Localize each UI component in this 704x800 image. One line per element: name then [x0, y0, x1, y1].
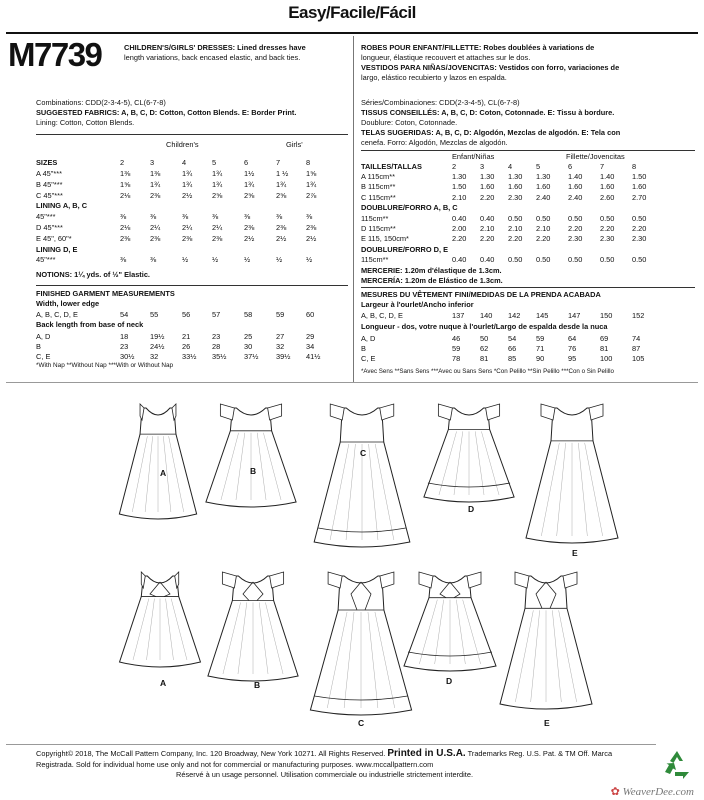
cell-value: 1¾: [150, 179, 161, 189]
right-description-1: ROBES POUR ENFANT/FILLETTE: Robes doublées à variations de: [361, 43, 595, 52]
back-view-e: [496, 568, 596, 730]
cell-value: 66: [508, 344, 517, 353]
cell-value: 0.40: [480, 213, 495, 223]
cell-value: 1¾: [182, 179, 193, 189]
row-label: A, D: [361, 334, 376, 343]
cell-value: 57: [212, 310, 221, 319]
right-finished-title: MESURES DU VÊTEMENT FINI/MEDIDAS DE LA PRENDA ACABADA: [361, 290, 601, 299]
cell-value: 147: [568, 311, 581, 320]
cell-value: 2¼: [150, 223, 161, 232]
cell-value: 21: [182, 332, 191, 341]
right-description-3: VESTIDOS PARA NIÑAS/JOVENCITAS: Vestidos con forro, variaciones de: [361, 63, 620, 72]
cell-value: ½: [212, 255, 219, 265]
cell-value: 0.50: [632, 255, 647, 265]
header-rule: [6, 32, 698, 34]
row-label: 115cm**: [361, 255, 389, 265]
cell-value: 1.60: [568, 182, 583, 192]
left-combinations: Combinations: CDD(2-3-4-5), CL(6-7-8): [36, 98, 166, 107]
cell-value: 1¾: [244, 179, 255, 189]
row-label: B 115cm**: [361, 182, 396, 192]
cell-value: 2.10: [452, 192, 467, 202]
cell-value: 69: [600, 334, 609, 343]
view-label: E: [572, 548, 578, 558]
pattern-header-title: Easy/Facile/Fácil: [288, 3, 416, 22]
cell-value: ½: [306, 255, 313, 265]
cell-value: 1.40: [600, 172, 615, 181]
cell-value: 37½: [244, 352, 259, 361]
back-length-title: Back length from base of neck: [36, 320, 144, 329]
cell-value: 4: [508, 162, 513, 171]
right-fabrics-2: Doublure: Coton, Cotonnade.: [361, 118, 458, 127]
row-label: A, B, C, D, E: [361, 311, 403, 320]
cell-value: 28: [212, 342, 221, 351]
view-label: E: [544, 718, 550, 728]
cell-value: 2.00: [452, 224, 467, 233]
row-label: C, E: [361, 354, 376, 363]
cell-value: 56: [182, 310, 191, 319]
dress-drawing: [522, 400, 622, 546]
sleeve-ruffle: [268, 404, 282, 420]
cell-value: 2⅜: [244, 223, 255, 232]
cell-value: 23: [120, 342, 129, 351]
cell-value: 145: [536, 311, 549, 320]
right-description-2: longueur, élastique recouvert et attaches sur le dos.: [361, 53, 531, 62]
left-fabrics-1: SUGGESTED FABRICS: A, B, C, D: Cotton, Cotton Blends. E: Border Print.: [36, 108, 297, 117]
right-merceria: MERCERÍA: 1.20m de Elástico de 1.3cm.: [361, 276, 503, 285]
front-view-a: [116, 400, 200, 480]
left-width-title: Width, lower edge: [36, 299, 100, 308]
cell-value: 6: [244, 158, 249, 167]
cell-value: 46: [452, 334, 461, 343]
cell-value: 0.40: [452, 255, 467, 265]
cell-value: 35½: [212, 352, 227, 361]
cell-value: 5: [212, 158, 217, 167]
recycle-icon: [660, 748, 694, 787]
sleeve-ruffle: [222, 572, 236, 588]
cell-value: 1⅝: [306, 169, 317, 178]
right-width-title: Largeur à l'ourlet/Ancho inferior: [361, 300, 474, 309]
cell-value: 60: [306, 310, 315, 319]
view-label: C: [358, 718, 365, 728]
row-label: E 115, 150cm*: [361, 234, 409, 244]
cell-value: 54: [508, 334, 517, 343]
row-label: 115cm**: [361, 213, 389, 223]
cell-value: 2.30: [632, 234, 647, 244]
cell-value: 76: [568, 344, 577, 353]
cell-value: 2⅜: [150, 190, 161, 200]
cell-value: 41½: [306, 352, 321, 361]
cell-value: 2½: [244, 233, 255, 243]
cell-value: 1.60: [480, 182, 495, 192]
cell-value: 26: [182, 342, 191, 351]
cell-value: 2.20: [480, 192, 495, 202]
cell-value: 81: [600, 344, 609, 353]
row-label: LINING A, B, C: [36, 201, 88, 211]
row-label: DOUBLURE/FORRO A, B, C: [361, 203, 458, 213]
cell-value: ⅜: [244, 212, 251, 222]
cell-value: 87: [632, 344, 641, 353]
cell-value: 140: [480, 311, 493, 320]
cell-value: 152: [632, 311, 645, 320]
cell-value: 1¾: [212, 169, 223, 178]
row-label: DOUBLURE/FORRO D, E: [361, 244, 449, 254]
cell-value: 1.30: [452, 172, 467, 181]
cell-value: 58: [244, 310, 253, 319]
cell-value: 0.50: [536, 213, 551, 223]
sleeve-ruffle: [330, 404, 344, 420]
cell-value: 18: [120, 332, 129, 341]
cell-value: 4: [182, 158, 187, 167]
left-group-girls: Girls': [286, 140, 303, 149]
cell-value: 142: [508, 311, 521, 320]
cell-value: 1.30: [536, 172, 551, 181]
dress-drawing: [116, 400, 200, 522]
cell-value: 105: [632, 354, 645, 363]
cell-value: 2¼: [182, 223, 193, 232]
watermark-logo-icon: ✿: [610, 786, 620, 798]
sleeve-ruffle: [220, 404, 234, 420]
row-label: D 115cm**: [361, 224, 396, 233]
cell-value: 2.20: [632, 224, 647, 233]
cell-value: 1.50: [632, 172, 647, 181]
row-label: A, B, C, D, E: [36, 310, 78, 319]
left-nap-legend: *With Nap **Without Nap ***With or Without Nap: [36, 362, 174, 369]
sleeve-ruffle: [380, 404, 394, 420]
cell-value: 1.30: [480, 172, 495, 181]
dress-drawing: [116, 568, 204, 670]
left-table-rule: [36, 134, 348, 135]
cell-value: 2⅝: [276, 190, 287, 200]
cell-value: 1 ½: [276, 169, 289, 178]
cell-value: 2½: [306, 233, 317, 243]
cell-value: 1.60: [508, 182, 523, 192]
row-label: B: [36, 342, 41, 351]
footer-copyright: [36, 749, 612, 759]
cell-value: 2⅜: [276, 223, 287, 232]
cell-value: 0.50: [536, 255, 551, 265]
cell-value: 59: [536, 334, 545, 343]
row-label: TAILLES/TALLAS: [361, 162, 422, 171]
sleeve-ruffle: [419, 572, 433, 588]
cell-value: ⅜: [212, 212, 219, 222]
cell-value: 1.60: [632, 182, 647, 192]
cell-value: 27: [276, 332, 285, 341]
cell-value: 2.60: [600, 192, 615, 202]
cell-value: 2.20: [536, 234, 551, 244]
cell-value: 0.50: [632, 213, 647, 223]
cell-value: 2.20: [508, 234, 523, 244]
cell-value: 7: [276, 158, 281, 167]
cell-value: 2: [452, 162, 457, 171]
cell-value: 100: [600, 354, 613, 363]
cell-value: 150: [600, 311, 613, 320]
cell-value: 34: [306, 342, 315, 351]
cell-value: 2.10: [536, 224, 551, 233]
cell-value: 32: [150, 352, 159, 361]
cell-value: ⅜: [276, 212, 283, 222]
cell-value: 1¾: [212, 179, 223, 189]
view-label: A: [160, 678, 167, 688]
cell-value: 0.40: [480, 255, 495, 265]
left-notions: NOTIONS: 1¼ yds. of ½" Elastic.: [36, 270, 150, 279]
right-description-4: largo, elástico recubierto y lazos en espalda.: [361, 73, 507, 82]
watermark-text: WeaverDee.com: [622, 786, 694, 798]
cell-value: 1.40: [568, 172, 583, 181]
row-label: C 45"***: [36, 190, 63, 200]
cell-value: 2⅜: [212, 233, 223, 243]
cell-value: 0.50: [508, 255, 523, 265]
row-label: E 45", 60"*: [36, 233, 72, 243]
cell-value: 2.30: [600, 234, 615, 244]
cell-value: 2⅜: [150, 233, 161, 243]
row-label: SIZES: [36, 158, 58, 167]
right-nap-legend: *Avec Sens **Sans Sens ***Avec ou Sans Sens *Con Pelillo **Sin Pelillo ***Con o Sin Pelillo: [361, 368, 614, 375]
sleeve-ruffle: [486, 404, 500, 420]
view-label: D: [468, 504, 475, 514]
cell-value: 1.30: [508, 172, 523, 181]
cell-value: 62: [480, 344, 489, 353]
cell-value: 2⅞: [306, 190, 317, 200]
view-label: C: [360, 448, 367, 458]
right-combinations: Séries/Combinaciones: CDD(2-3-4-5), CL(6-7-8): [361, 98, 520, 107]
footer-copyright-text: Copyright© 2018, The McCall Pattern Company, Inc. 120 Broadway, New York 10271. All Rights Reserved.: [36, 749, 386, 758]
cell-value: 3: [150, 158, 155, 167]
left-description-2: length variations, back encased elastic, and back ties.: [124, 53, 301, 62]
cell-value: 2½: [182, 190, 193, 200]
cell-value: 1¾: [306, 179, 317, 189]
cell-value: 1.60: [600, 182, 615, 192]
sleeve-ruffle: [328, 572, 342, 588]
cell-value: 2.40: [536, 192, 551, 202]
footer-rule: [6, 744, 656, 745]
row-label: C 115cm**: [361, 192, 396, 202]
cell-value: 2.30: [508, 192, 523, 202]
cell-value: 50: [480, 334, 489, 343]
left-description-1: CHILDREN'S/GIRLS' DRESSES: Lined dresses have: [124, 43, 306, 52]
cell-value: ⅜: [150, 212, 157, 222]
cell-value: 2½: [276, 233, 287, 243]
cell-value: ½: [244, 255, 251, 265]
view-label: B: [254, 680, 261, 690]
back-view-a: [116, 568, 204, 690]
cell-value: 6: [568, 162, 573, 171]
back-length-title: Longueur - dos, votre nuque à l'ourlet/Largo de espalda desde la nuca: [361, 322, 608, 331]
back-view-d: [400, 568, 500, 688]
sleeve-ruffle: [438, 404, 452, 420]
right-fabrics-1: TISSUS CONSEILLÉS: A, B, C, D: Coton, Cotonnade. E: Tissu à bordure.: [361, 108, 615, 117]
row-label: A 115cm**: [361, 172, 395, 181]
right-fabrics-4: cenefa. Forro: Algodón, Mezclas de algodón.: [361, 138, 508, 147]
footer-trademark: Trademarks Reg. U.S. Pat. & TM Off. Marca: [467, 749, 613, 758]
sleeve-ruffle: [563, 572, 577, 588]
cell-value: 0.50: [600, 213, 615, 223]
cell-value: 71: [536, 344, 545, 353]
row-label: C, E: [36, 352, 51, 361]
right-table-rule: [361, 150, 695, 151]
cell-value: ½: [276, 255, 283, 265]
left-group-children: Children's: [166, 140, 199, 149]
cell-value: ⅜: [306, 212, 313, 222]
cell-value: 39½: [276, 352, 291, 361]
sleeve-ruffle: [515, 572, 529, 588]
front-view-e: [522, 400, 622, 560]
cell-value: 85: [508, 354, 517, 363]
sleeve-ruffle: [467, 572, 481, 588]
cell-value: 2⅛: [120, 223, 131, 232]
dress-drawing: [420, 400, 518, 505]
cell-value: ⅜: [150, 255, 157, 265]
left-finished-title: FINISHED GARMENT MEASUREMENTS: [36, 289, 175, 298]
cell-value: 1.60: [536, 182, 551, 192]
view-label: D: [446, 676, 453, 686]
row-label: D 45"***: [36, 223, 63, 232]
footer-printed: Printed in U.S.A.: [387, 748, 466, 759]
cell-value: 1⅜: [120, 169, 131, 178]
cell-value: 55: [150, 310, 159, 319]
cell-value: 95: [568, 354, 577, 363]
row-label: 45"***: [36, 255, 56, 265]
cell-value: 19½: [150, 332, 165, 341]
watermark: [611, 785, 694, 798]
cell-value: 2⅜: [120, 233, 131, 243]
sleeve-ruffle: [541, 404, 555, 420]
cell-value: 32: [276, 342, 285, 351]
cell-value: 1¾: [276, 179, 287, 189]
pattern-code: M7739: [8, 36, 102, 73]
sleeve-ruffle: [380, 572, 394, 588]
cell-value: 2.20: [452, 234, 467, 244]
cell-value: 0.50: [600, 255, 615, 265]
cell-value: 1⅜: [150, 169, 161, 178]
sleeve-ruffle: [270, 572, 284, 588]
row-label: B: [361, 344, 366, 353]
right-fabrics-3: TELAS SUGERIDAS: A, B, C, D: Algodón, Mezclas de algodón. E: Tela con: [361, 128, 621, 137]
cell-value: 30: [244, 342, 253, 351]
cell-value: 2⅛: [120, 190, 131, 200]
dress-drawing: [202, 400, 300, 510]
cell-value: 2.40: [568, 192, 583, 202]
cell-value: 78: [452, 354, 461, 363]
cell-value: ⅜: [182, 212, 189, 222]
cell-value: 33½: [182, 352, 197, 361]
cell-value: 7: [600, 162, 605, 171]
cell-value: 2.20: [568, 224, 583, 233]
cell-value: 2.10: [508, 224, 523, 233]
cell-value: 3: [480, 162, 485, 171]
cell-value: 90: [536, 354, 545, 363]
illustration-divider: [6, 382, 698, 383]
cell-value: 2⅝: [244, 190, 255, 200]
cell-value: 2.70: [632, 192, 647, 202]
cell-value: 59: [276, 310, 285, 319]
right-finished-rule: [361, 287, 695, 288]
row-label: LINING D, E: [36, 244, 78, 254]
cell-value: 1⅝: [120, 179, 131, 189]
dress-drawing: [400, 568, 500, 674]
dress-drawing: [310, 400, 414, 550]
cell-value: 2⅜: [182, 233, 193, 243]
cell-value: 1½: [244, 169, 255, 178]
front-view-c: [310, 400, 414, 460]
right-mercerie: MERCERIE: 1.20m d'élastique de 1.3cm.: [361, 266, 502, 275]
cell-value: 2⅝: [212, 190, 223, 200]
column-divider: [353, 36, 354, 382]
view-label: A: [160, 468, 167, 478]
cell-value: 74: [632, 334, 641, 343]
dress-drawing: [496, 568, 596, 712]
cell-value: 0.40: [452, 213, 467, 223]
cell-value: 0.50: [568, 255, 583, 265]
cell-value: 2¼: [212, 223, 223, 232]
cell-value: ⅜: [120, 212, 127, 222]
back-view-b: [204, 568, 302, 692]
cell-value: 0.50: [508, 213, 523, 223]
cell-value: 1.50: [452, 182, 467, 192]
cell-value: 2⅜: [306, 223, 317, 232]
cell-value: 5: [536, 162, 541, 171]
front-view-d: [420, 400, 518, 516]
cell-value: 64: [568, 334, 577, 343]
cell-value: ½: [182, 255, 189, 265]
cell-value: 1¾: [182, 169, 193, 178]
cell-value: 24½: [150, 342, 165, 351]
right-group-children: Enfant/Niñas: [452, 152, 495, 161]
cell-value: 8: [306, 158, 311, 167]
row-label: 45"***: [36, 212, 56, 222]
footer-reserve: Réservé à un usage personnel. Utilisation commerciale ou industrielle strictement interdite.: [176, 770, 474, 779]
sleeve-ruffle: [589, 404, 603, 420]
cell-value: 137: [452, 311, 465, 320]
cell-value: 8: [632, 162, 637, 171]
dress-drawing: [204, 568, 302, 684]
view-label: B: [250, 466, 257, 476]
row-label: A 45"***: [36, 169, 63, 178]
cell-value: 2.10: [480, 224, 495, 233]
cell-value: 2.30: [568, 234, 583, 244]
cell-value: 2: [120, 158, 125, 167]
cell-value: 0.50: [568, 213, 583, 223]
cell-value: 2.20: [600, 224, 615, 233]
cell-value: 30½: [120, 352, 135, 361]
cell-value: ⅜: [120, 255, 127, 265]
row-label: A, D: [36, 332, 51, 341]
front-view-b: [202, 400, 300, 478]
cell-value: 25: [244, 332, 253, 341]
footer-registrada: Registrada. Sold for individual home use only and not for commercial or manufacturing purposes. www.mccallpattern.com: [36, 760, 434, 769]
cell-value: 59: [452, 344, 461, 353]
left-fabrics-2: Lining: Cotton, Cotton Blends.: [36, 118, 135, 127]
cell-value: 23: [212, 332, 221, 341]
cell-value: 29: [306, 332, 315, 341]
row-label: B 45"***: [36, 179, 63, 189]
cell-value: 81: [480, 354, 489, 363]
left-finished-rule: [36, 285, 348, 286]
cell-value: 2.20: [480, 234, 495, 244]
cell-value: 54: [120, 310, 129, 319]
right-group-girls: Fillette/Jovencitas: [566, 152, 625, 161]
